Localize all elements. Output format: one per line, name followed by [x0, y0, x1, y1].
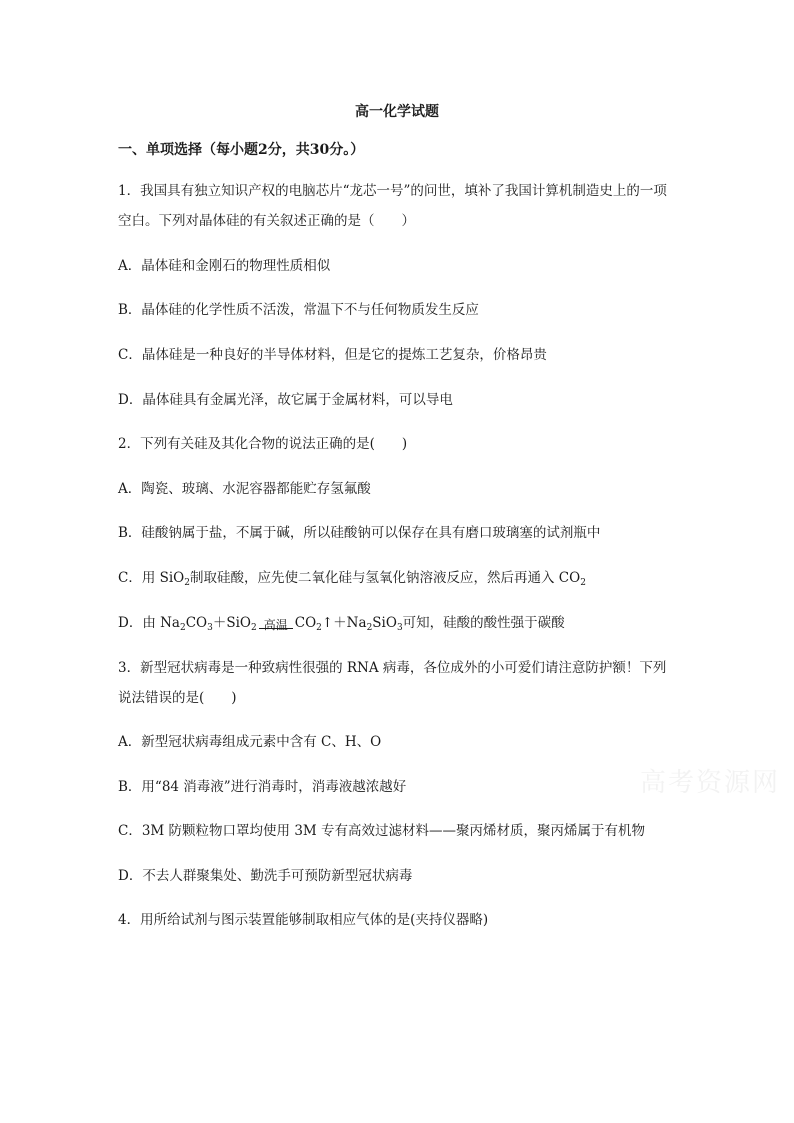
q2-d-text: SiO	[372, 615, 397, 631]
q2-d-text: 可知，硅酸的酸性强于碳酸	[402, 615, 565, 631]
page-title: 高一化学试题	[355, 104, 439, 120]
q3-option-c: C．3M 防颗粒物口罩均使用 3M 专有高效过滤材料——聚丙烯材质，聚丙烯属于有机物	[118, 823, 646, 839]
subscript: 2	[580, 578, 586, 588]
q2-option-d	[118, 611, 565, 631]
q3-stem-line2: 说法错误的是( )	[118, 690, 237, 706]
q1-stem-line1: 1．我国具有独立知识产权的电脑芯片“龙芯一号”的问世，填补了我国计算机制造史上的一项	[118, 183, 667, 199]
q2-d-text: D．由 Na	[118, 615, 180, 631]
subscript: 2	[184, 578, 190, 588]
q1-option-c: C．晶体硅是一种良好的半导体材料，但是它的提炼工艺复杂，价格昂贵	[118, 347, 547, 363]
subscript: 2	[179, 623, 186, 633]
q2-stem: 2．下列有关硅及其化合物的说法正确的是( )	[118, 436, 408, 452]
condition-label: 高温	[263, 618, 288, 632]
q3-option-d: D．不去人群聚集处、勤洗手可预防新型冠状病毒	[118, 868, 413, 884]
reaction-condition	[259, 618, 293, 632]
q2-d-text: CO	[185, 615, 208, 631]
q1-option-a: A．晶体硅和金刚石的物理性质相似	[118, 258, 331, 274]
q2-d-text: ＋SiO	[212, 615, 251, 631]
q3-option-b: B．用“84 消毒液”进行消毒时，消毒液越浓越好	[118, 779, 407, 795]
q2-option-b: B．硅酸钠属于盐，不属于碱，所以硅酸钠可以保存在具有磨口玻璃塞的试剂瓶中	[118, 525, 601, 541]
watermark: 高考资源网	[640, 768, 781, 798]
subscript: 2	[316, 623, 322, 633]
reaction-arrow-line	[259, 628, 293, 629]
subscript: 3	[207, 623, 213, 633]
q1-option-d: D．晶体硅具有金属光泽，故它属于金属材料，可以导电	[118, 392, 453, 408]
q3-stem-line1: 3．新型冠状病毒是一种致病性很强的 RNA 病毒，各位成外的小可爱们请注意防护额！下列	[118, 660, 667, 676]
q2-c-text: C．用 SiO	[118, 570, 185, 586]
q2-option-c	[118, 566, 586, 586]
subscript: 2	[251, 623, 257, 633]
q2-d-text: ↑＋Na	[321, 615, 367, 631]
q2-c-text: 制取硅酸，应先使二氧化硅与氢氧化钠溶液反应，然后再通入 CO	[190, 570, 581, 586]
q2-d-text: CO	[294, 615, 317, 631]
q1-option-b: B．晶体硅的化学性质不活泼，常温下不与任何物质发生反应	[118, 302, 479, 318]
q3-option-a: A．新型冠状病毒组成元素中含有 C、H、O	[118, 734, 382, 750]
q4-stem: 4．用所给试剂与图示装置能够制取相应气体的是(夹持仪器略)	[118, 912, 489, 928]
subscript: 3	[396, 623, 403, 633]
q2-option-a: A．陶瓷、玻璃、水泥容器都能贮存氢氟酸	[118, 481, 371, 497]
section-heading: 一、单项选择（每小题2分，共30分。）	[118, 142, 365, 158]
subscript: 2	[366, 623, 373, 633]
q1-stem-line2: 空白。下列对晶体硅的有关叙述正确的是（ ）	[118, 213, 415, 229]
